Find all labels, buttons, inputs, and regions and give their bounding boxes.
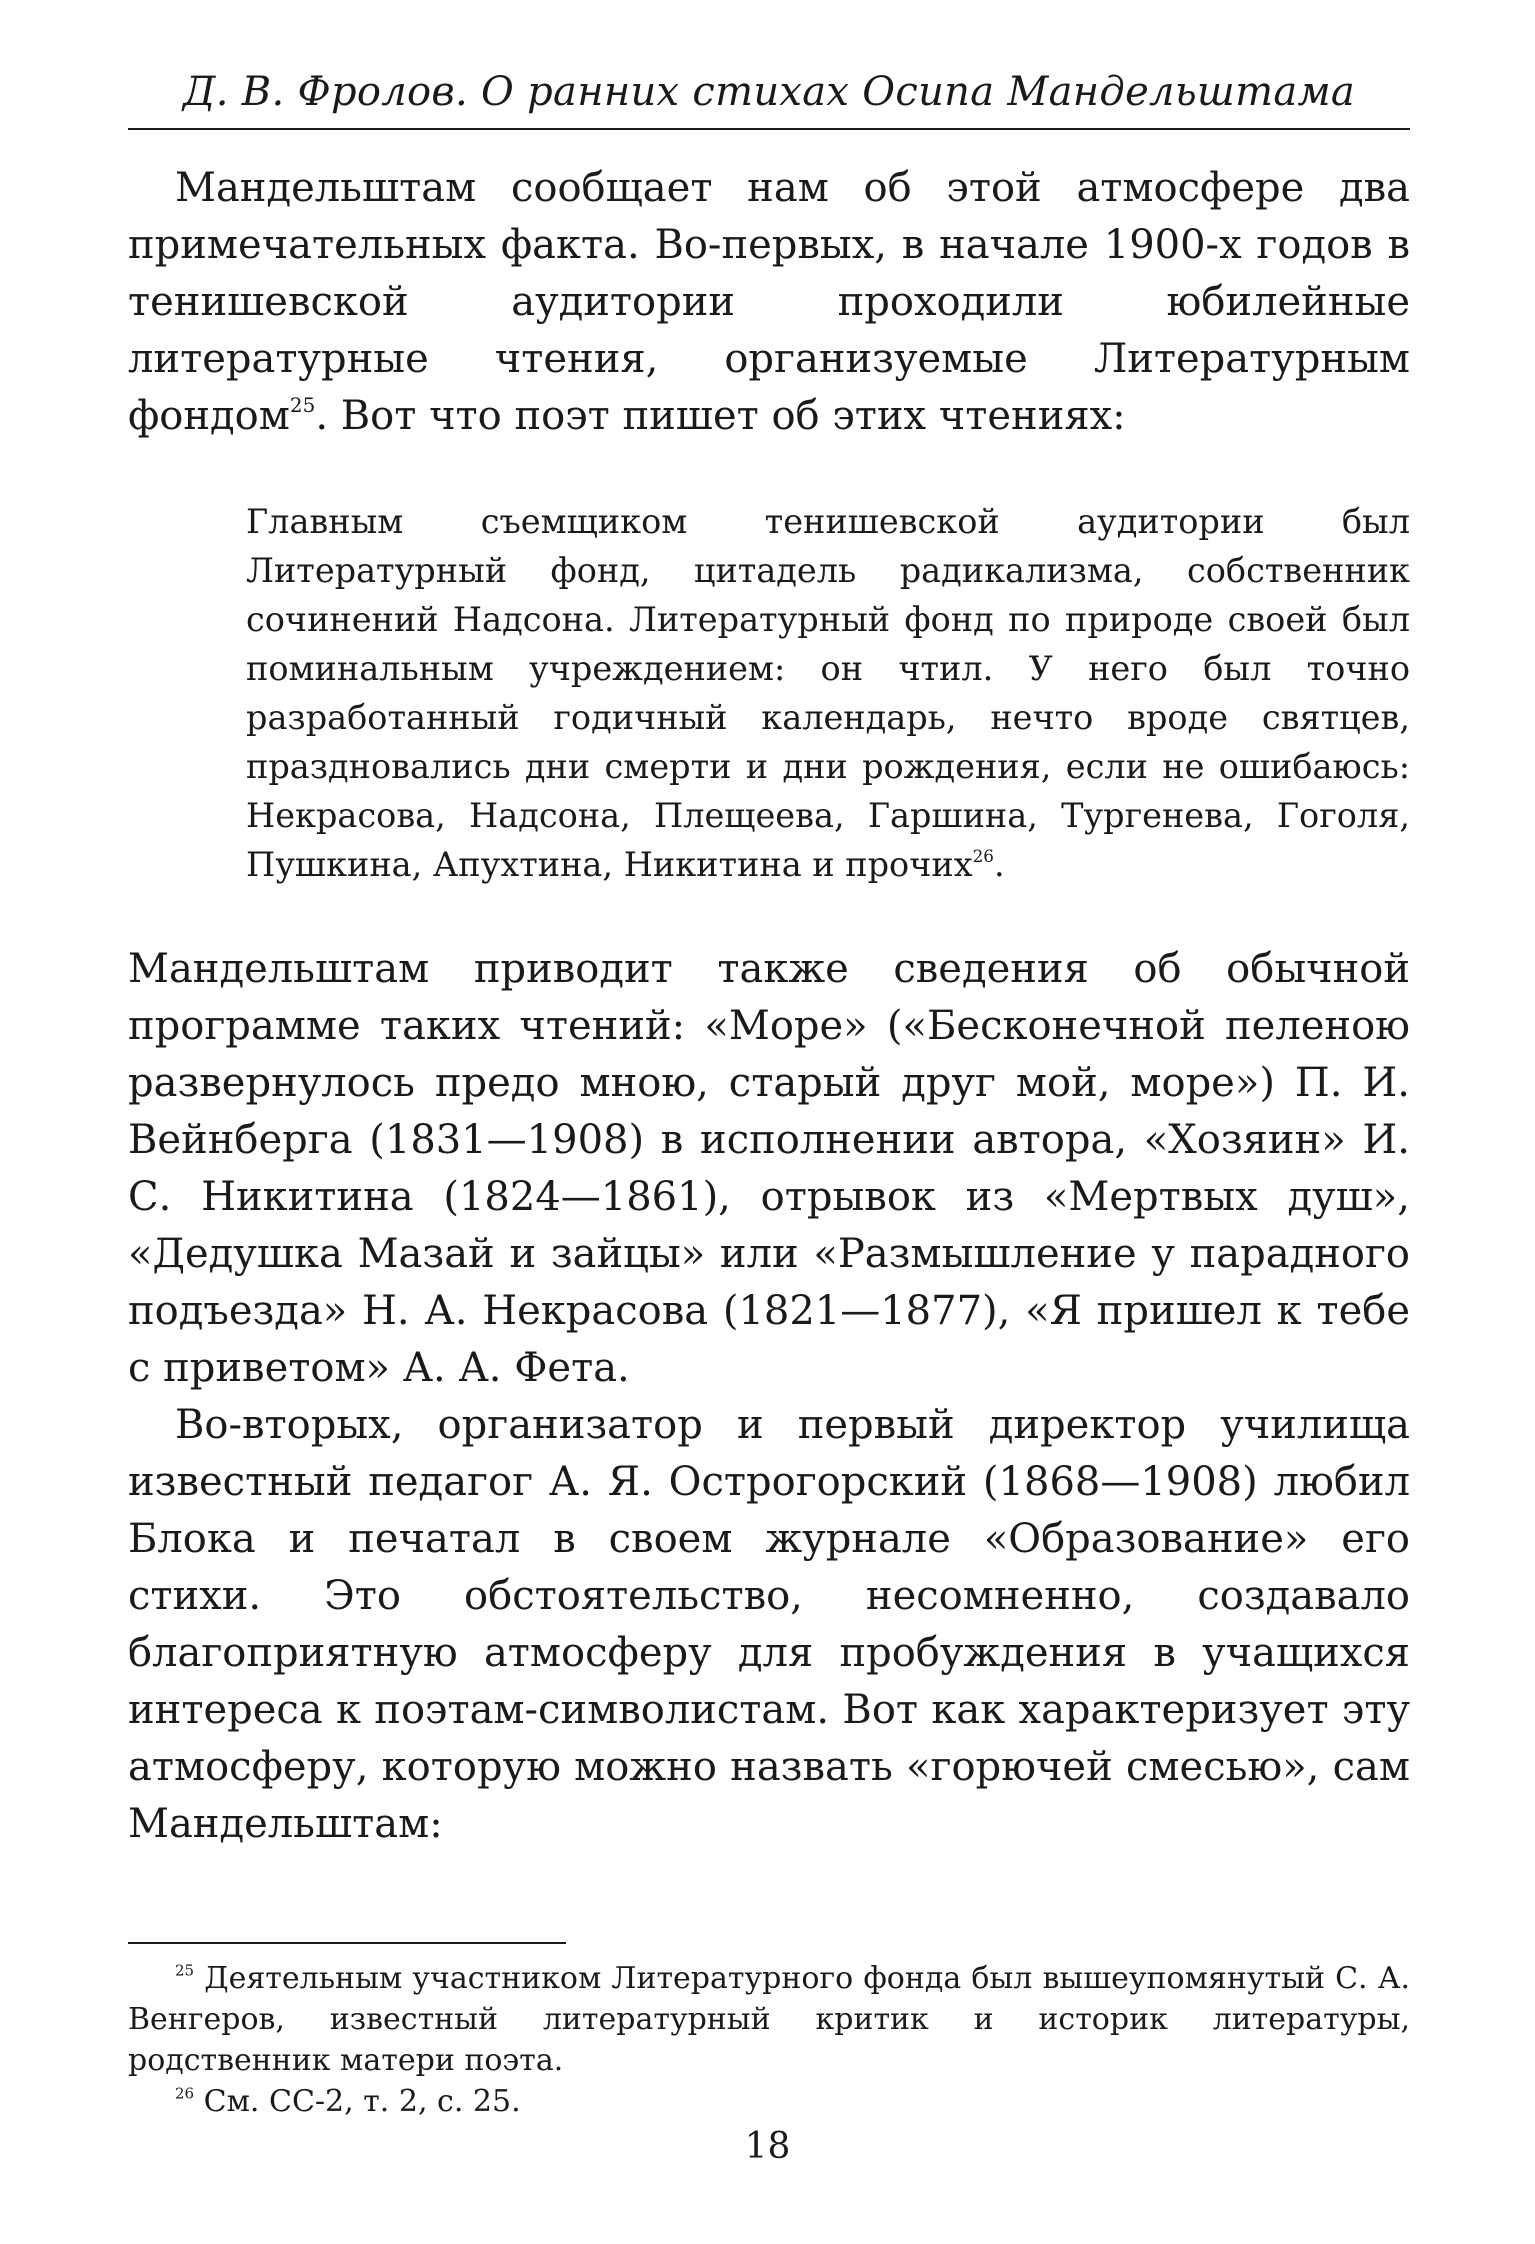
paragraph-1-tail: . Вот что поэт пишет об этих чтениях: xyxy=(315,393,1126,439)
block-quote xyxy=(246,497,1410,889)
running-head: Д. В. Фролов. О ранних стихах Осипа Мандельштама xyxy=(182,69,1356,115)
footnote-26 xyxy=(128,2081,1410,2122)
page-number: 18 xyxy=(744,2126,791,2167)
footnote-25-text: Деятельным участником Литературного фонда был вышеупомянутый С. А. Венгеров, известный литературный критик и историк литературы, родственник матери поэта. xyxy=(128,1961,1410,2078)
main-text xyxy=(128,160,1410,1853)
header-rule xyxy=(128,128,1410,130)
paragraph-3: Во-вторых, организатор и первый директор училища известный педагог А. Я. Острогорский (1868—1908) любил Блока и печатал в своем журнале «Образование» его стихи. Это обстоятельство, несомненно, создавало благоприятную атмосферу для пробуждения в учащихся интереса к поэтам-символистам. Вот как характеризует эту атмосферу, которую можно назвать «горючей смесью», сам Мандельштам: xyxy=(128,1402,1410,1847)
footnote-25 xyxy=(128,1958,1410,2081)
footnote-number-25: 25 xyxy=(175,1961,195,1980)
quote-text: Главным съемщиком тенишевской аудитории был Литературный фонд, цитадель радикализма, собственник сочинений Надсона. Литературный фонд по природе своей был поминальным учреждением: он чтил. У него был точно разработанный годичный календарь, нечто вроде святцев, праздновались дни смерти и дни рождения, если не ошибаюсь: Некрасова, Надсона, Плещеева, Гаршина, Тургенева, Гоголя, Пушкина, Апухтина, Никитина и прочих xyxy=(246,502,1410,884)
paragraph-1 xyxy=(128,160,1410,445)
footnote-ref-26[interactable]: 26 xyxy=(972,845,994,866)
paragraph-1-text: Мандельштам сообщает нам об этой атмосфере два примечательных факта. Во-первых, в начале 1900-х годов в тенишевской аудитории проходили юбилейные литературные чтения, организуемые Литературным фондом xyxy=(128,165,1410,439)
footnote-26-text: См. СС-2, т. 2, с. 25. xyxy=(203,2084,521,2119)
footnotes xyxy=(128,1958,1410,2122)
footnote-ref-25[interactable]: 25 xyxy=(289,393,316,417)
paragraph-2: Мандельштам приводит также сведения об обычной программе таких чтений: «Море» («Бесконечной пеленою развернулось предо мною, старый друг мой, море») П. И. Вейнберга (1831—1908) в исполнении автора, «Хозяин» И. С. Никитина (1824—1861), отрывок из «Мертвых душ», «Дедушка Мазай и зайцы» или «Размышление у парадного подъезда» Н. А. Некрасова (1821—1877), «Я пришел к тебе с приветом» А. А. Фета. xyxy=(128,946,1410,1391)
quote-tail: . xyxy=(993,845,1005,884)
footnote-rule xyxy=(128,1942,566,1944)
footnote-number-26: 26 xyxy=(175,2084,195,2103)
